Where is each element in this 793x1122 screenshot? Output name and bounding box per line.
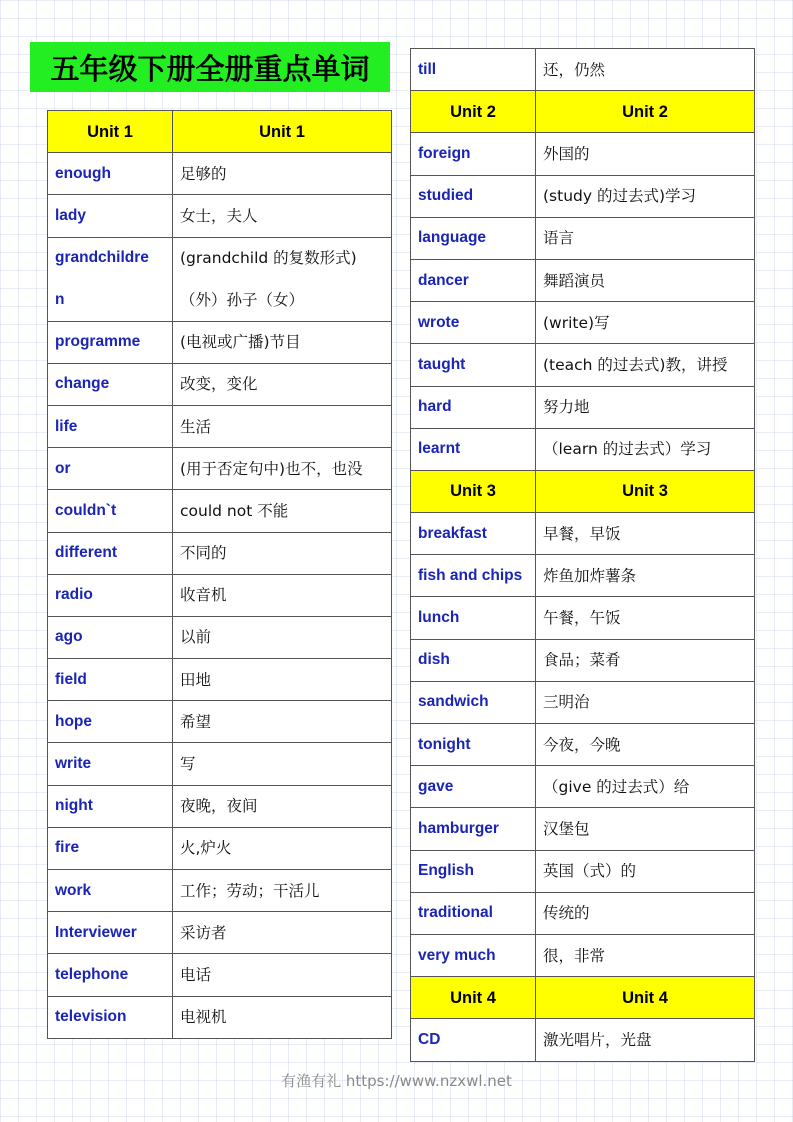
vocab-row bbox=[411, 850, 755, 892]
meaning-cell: 早餐，早饭 bbox=[536, 513, 755, 555]
word-cell: tonight bbox=[411, 724, 536, 766]
unit-header-cell: Unit 3 bbox=[411, 470, 536, 512]
meaning-cell: (用于否定句中)也不，也没 bbox=[173, 448, 392, 490]
meaning-line: (grandchild 的复数形式) bbox=[180, 249, 357, 268]
word-cell: life bbox=[48, 405, 173, 447]
word-line: n bbox=[55, 291, 65, 309]
word-cell: CD bbox=[411, 1019, 536, 1061]
meaning-cell: 采访者 bbox=[173, 912, 392, 954]
unit-header-cell: Unit 2 bbox=[411, 91, 536, 133]
unit-header-row bbox=[411, 91, 755, 133]
vocab-row bbox=[48, 153, 392, 195]
vocab-row bbox=[411, 513, 755, 555]
meaning-cell: （give 的过去式）给 bbox=[536, 766, 755, 808]
word-cell: wrote bbox=[411, 302, 536, 344]
unit-header-row bbox=[411, 470, 755, 512]
vocab-row bbox=[411, 259, 755, 301]
vocab-row bbox=[48, 870, 392, 912]
meaning-cell: 语言 bbox=[536, 217, 755, 259]
word-cell: fire bbox=[48, 827, 173, 869]
word-cell: different bbox=[48, 532, 173, 574]
word-cell: write bbox=[48, 743, 173, 785]
vocab-row bbox=[411, 639, 755, 681]
word-cell: work bbox=[48, 870, 173, 912]
vocab-row bbox=[48, 743, 392, 785]
word-cell: telephone bbox=[48, 954, 173, 996]
meaning-cell: （learn 的过去式）学习 bbox=[536, 428, 755, 470]
meaning-cell bbox=[173, 237, 392, 321]
meaning-cell: 还，仍然 bbox=[536, 49, 755, 91]
vocab-row bbox=[48, 659, 392, 701]
vocab-row bbox=[48, 490, 392, 532]
word-cell: sandwich bbox=[411, 681, 536, 723]
vocab-row bbox=[411, 724, 755, 766]
meaning-cell: 不同的 bbox=[173, 532, 392, 574]
meaning-cell: 很，非常 bbox=[536, 934, 755, 976]
word-cell: dancer bbox=[411, 259, 536, 301]
vocab-row bbox=[411, 934, 755, 976]
meaning-cell: 传统的 bbox=[536, 892, 755, 934]
meaning-cell: 写 bbox=[173, 743, 392, 785]
word-cell: change bbox=[48, 363, 173, 405]
meaning-cell: 英国（式）的 bbox=[536, 850, 755, 892]
meaning-cell: (write)写 bbox=[536, 302, 755, 344]
meaning-cell: 改变，变化 bbox=[173, 363, 392, 405]
word-cell: ago bbox=[48, 616, 173, 658]
meaning-cell: 生活 bbox=[173, 405, 392, 447]
word-cell bbox=[48, 237, 173, 321]
meaning-cell: 外国的 bbox=[536, 133, 755, 175]
word-cell: very much bbox=[411, 934, 536, 976]
unit-header-cell: Unit 3 bbox=[536, 470, 755, 512]
unit-header-cell: Unit 1 bbox=[48, 111, 173, 153]
vocab-table-left bbox=[47, 110, 392, 1039]
meaning-cell: 希望 bbox=[173, 701, 392, 743]
vocab-row bbox=[411, 892, 755, 934]
vocab-row bbox=[48, 785, 392, 827]
word-cell: enough bbox=[48, 153, 173, 195]
meaning-cell: 电视机 bbox=[173, 996, 392, 1038]
meaning-cell: (电视或广播)节目 bbox=[173, 321, 392, 363]
unit-header-cell: Unit 4 bbox=[536, 977, 755, 1019]
meaning-cell: 女士，夫人 bbox=[173, 195, 392, 237]
vocab-row bbox=[411, 597, 755, 639]
meaning-cell: 激光唱片，光盘 bbox=[536, 1019, 755, 1061]
vocab-row bbox=[48, 195, 392, 237]
unit-header-cell: Unit 2 bbox=[536, 91, 755, 133]
meaning-cell: 汉堡包 bbox=[536, 808, 755, 850]
unit-header-row bbox=[411, 977, 755, 1019]
meaning-cell: 足够的 bbox=[173, 153, 392, 195]
meaning-cell: 工作；劳动；干活儿 bbox=[173, 870, 392, 912]
word-cell: language bbox=[411, 217, 536, 259]
word-cell: programme bbox=[48, 321, 173, 363]
word-cell: lady bbox=[48, 195, 173, 237]
unit-header-cell: Unit 1 bbox=[173, 111, 392, 153]
word-cell: learnt bbox=[411, 428, 536, 470]
word-cell: Interviewer bbox=[48, 912, 173, 954]
meaning-cell: 舞蹈演员 bbox=[536, 259, 755, 301]
word-cell: English bbox=[411, 850, 536, 892]
word-cell: couldn`t bbox=[48, 490, 173, 532]
word-cell: breakfast bbox=[411, 513, 536, 555]
word-cell: foreign bbox=[411, 133, 536, 175]
vocab-row bbox=[48, 574, 392, 616]
meaning-cell: 今夜，今晚 bbox=[536, 724, 755, 766]
vocab-row bbox=[48, 827, 392, 869]
meaning-cell: 夜晚，夜间 bbox=[173, 785, 392, 827]
word-cell: night bbox=[48, 785, 173, 827]
meaning-cell: 三明治 bbox=[536, 681, 755, 723]
vocab-row bbox=[411, 386, 755, 428]
meaning-cell: 午餐，午饭 bbox=[536, 597, 755, 639]
vocab-row bbox=[411, 766, 755, 808]
vocab-row bbox=[48, 532, 392, 574]
meaning-cell: 食品；菜肴 bbox=[536, 639, 755, 681]
vocab-row bbox=[48, 996, 392, 1038]
vocab-row bbox=[411, 808, 755, 850]
vocab-row bbox=[48, 405, 392, 447]
word-cell: hard bbox=[411, 386, 536, 428]
word-cell: traditional bbox=[411, 892, 536, 934]
vocab-row bbox=[411, 428, 755, 470]
meaning-cell: 电话 bbox=[173, 954, 392, 996]
vocab-row bbox=[48, 954, 392, 996]
word-cell: hamburger bbox=[411, 808, 536, 850]
page-title: 五年级下册全册重点单词 bbox=[30, 42, 390, 92]
meaning-cell: 炸鱼加炸薯条 bbox=[536, 555, 755, 597]
vocab-row bbox=[411, 344, 755, 386]
meaning-cell: (study 的过去式)学习 bbox=[536, 175, 755, 217]
vocab-row bbox=[48, 701, 392, 743]
word-cell: lunch bbox=[411, 597, 536, 639]
vocab-row bbox=[411, 302, 755, 344]
meaning-line: （外）孙子（女） bbox=[180, 291, 305, 310]
unit-header-cell: Unit 4 bbox=[411, 977, 536, 1019]
unit-header-row bbox=[48, 111, 392, 153]
word-cell: television bbox=[48, 996, 173, 1038]
vocab-row bbox=[411, 217, 755, 259]
word-cell: studied bbox=[411, 175, 536, 217]
meaning-cell: 田地 bbox=[173, 659, 392, 701]
word-line: grandchildre bbox=[55, 249, 149, 267]
vocab-row bbox=[411, 555, 755, 597]
word-cell: gave bbox=[411, 766, 536, 808]
vocab-row bbox=[48, 616, 392, 658]
vocab-row bbox=[48, 912, 392, 954]
word-cell: till bbox=[411, 49, 536, 91]
meaning-cell: (teach 的过去式)教，讲授 bbox=[536, 344, 755, 386]
meaning-cell: 火,炉火 bbox=[173, 827, 392, 869]
vocab-table-right bbox=[410, 48, 755, 1062]
meaning-cell: 努力地 bbox=[536, 386, 755, 428]
footer-watermark: 有渔有礼 https://www.nzxwl.net bbox=[281, 1072, 512, 1090]
word-cell: hope bbox=[48, 701, 173, 743]
vocab-row bbox=[411, 681, 755, 723]
word-cell: fish and chips bbox=[411, 555, 536, 597]
vocab-row bbox=[48, 448, 392, 490]
vocab-row bbox=[411, 1019, 755, 1061]
vocab-row bbox=[48, 237, 392, 321]
word-cell: field bbox=[48, 659, 173, 701]
word-cell: or bbox=[48, 448, 173, 490]
vocab-row bbox=[48, 363, 392, 405]
vocab-row bbox=[411, 133, 755, 175]
word-cell: dish bbox=[411, 639, 536, 681]
word-cell: taught bbox=[411, 344, 536, 386]
meaning-cell: could not 不能 bbox=[173, 490, 392, 532]
meaning-cell: 以前 bbox=[173, 616, 392, 658]
vocab-row bbox=[411, 175, 755, 217]
word-cell: radio bbox=[48, 574, 173, 616]
vocab-row bbox=[411, 49, 755, 91]
vocab-row bbox=[48, 321, 392, 363]
meaning-cell: 收音机 bbox=[173, 574, 392, 616]
